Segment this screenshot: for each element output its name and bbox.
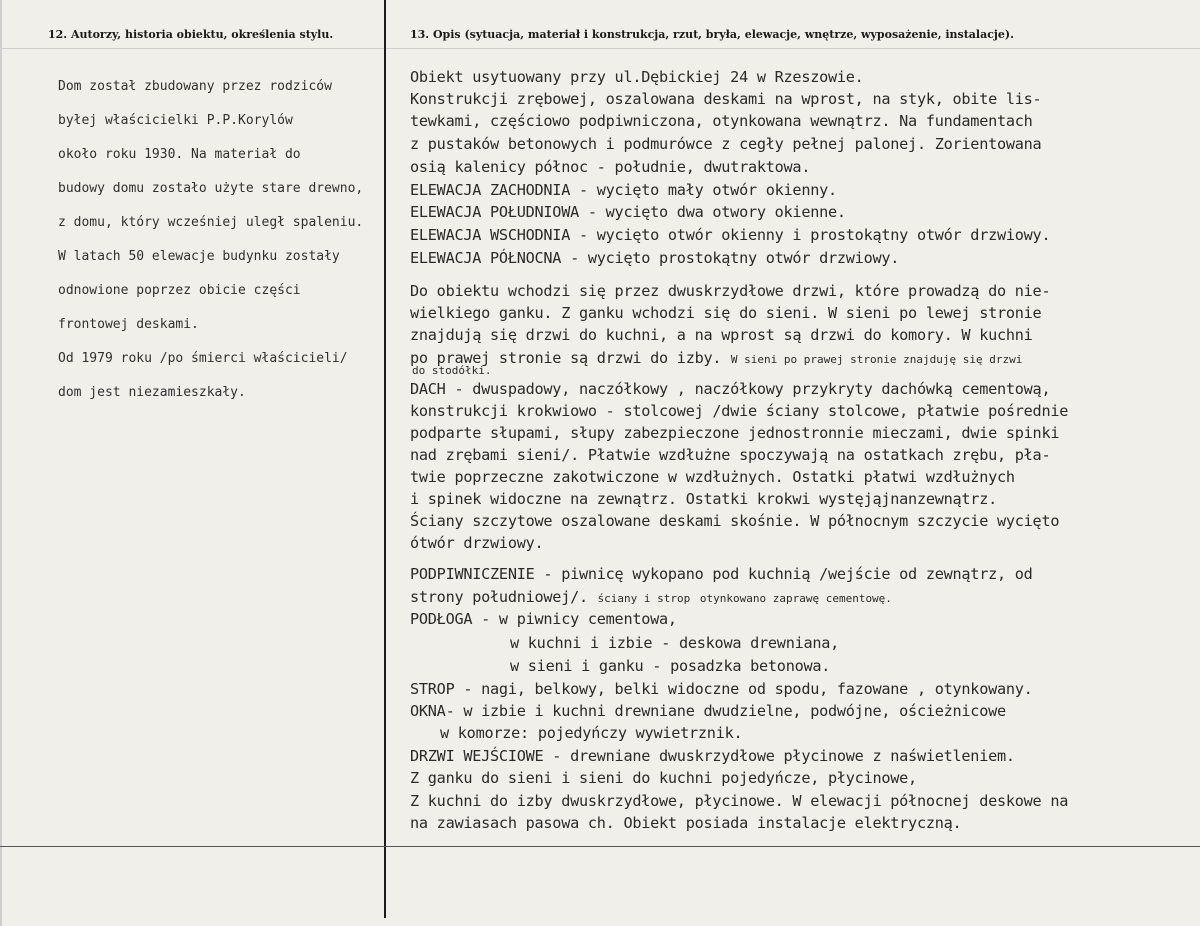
description-line: DACH - dwuspadowy, naczółkowy , naczółkowy przykryty dachówką cementową, [410, 380, 1051, 398]
description-line: z pustaków betonowych i podmurówce z cegły pełnej palonej. Zorientowana [410, 135, 1042, 153]
page-edge [0, 0, 2, 926]
description-line: konstrukcji krokwiowo - stolcowej /dwie ściany stolcowe, płatwie pośrednie [410, 402, 1069, 420]
history-text [58, 70, 378, 410]
description-line: tewkami, częściowo podpiwniczona, otynkowana wewnątrz. Na fundamentach [410, 112, 1033, 130]
description-line: PODPIWNICZENIE - piwnicę wykopano pod kuchnią /wejście od zewnątrz, od [410, 565, 1033, 583]
description-line-group [410, 587, 1190, 610]
description-line: w kuchni i izbie - deskowa drewniana, [510, 634, 840, 652]
handwritten-insert: otynkowano zaprawę cementowę. [699, 592, 892, 605]
description-text [410, 68, 1190, 834]
description-line: twie poprzeczne zakotwiczone w wzdłużnych. Ostatki płatwi wzdłużnych [410, 468, 1015, 486]
history-line: z domu, który wcześniej uległ spaleniu. [58, 215, 364, 230]
history-line: Od 1979 roku /po śmierci właścicieli/ [58, 351, 348, 366]
description-line: PODŁOGA - w piwnicy cementowa, [410, 610, 677, 628]
description-line: po prawej stronie są drzwi do izby. [410, 349, 722, 367]
section-13-heading: 13. Opis (sytuacja, materiał i konstrukcja, rzut, bryła, elewacje, wnętrze, wyposażenie, instalacje). [410, 28, 1014, 41]
description-line: Do obiektu wchodzi się przez dwuskrzydłowe drzwi, które prowadzą do nie- [410, 282, 1051, 300]
description-line: ótwór drzwiowy. [410, 534, 544, 552]
description-line: ELEWACJA PÓŁNOCNA - wycięto prostokątny otwór drzwiowy. [410, 249, 900, 267]
header-rule [0, 48, 1200, 49]
section-12-heading: 12. Autorzy, historia obiektu, określenia stylu. [48, 28, 334, 41]
description-line: wielkiego ganku. Z ganku wchodzi się do sieni. W sieni po lewej stronie [410, 304, 1042, 322]
history-line: odnowione poprzez obicie części [58, 283, 301, 298]
handwritten-insert: ściany i strop [597, 592, 691, 605]
description-line: w komorze: pojedyńczy wywietrznik. [440, 724, 743, 742]
history-line: byłej właścicielki P.P.Korylów [58, 113, 293, 128]
column-divider [384, 0, 386, 918]
history-line: dom jest niezamieszkały. [58, 385, 246, 400]
description-line: STROP - nagi, belkowy, belki widoczne od spodu, fazowane , otynkowany. [410, 680, 1033, 698]
history-line: około roku 1930. Na materiał do [58, 147, 301, 162]
description-line: Z ganku do sieni i sieni do kuchni pojedyńcze, płycinowe, [410, 769, 917, 787]
history-line: W latach 50 elewacje budynku zostały [58, 249, 340, 264]
description-line: Konstrukcji zrębowej, oszalowana deskami na wprost, na styk, obite lis- [410, 90, 1042, 108]
history-line: budowy domu zostało użyte stare drewno, [58, 181, 364, 196]
description-line: osią kalenicy północ - południe, dwutraktowa. [410, 158, 811, 176]
handwritten-insert: W sieni po prawej stronie znajduję się drzwi [730, 353, 1023, 366]
description-line: w sieni i ganku - posadzka betonowa. [510, 657, 831, 675]
description-line: Ściany szczytowe oszalowane deskami skośnie. W północnym szczycie wycięto [410, 512, 1060, 530]
description-line-group [410, 348, 1190, 367]
description-line: nad zrębami sieni/. Płatwie wzdłużne spoczywają na ostatkach zrębu, pła- [410, 446, 1051, 464]
description-line: Z kuchni do izby dwuskrzydłowe, płycinowe. W elewacji północnej deskowe na [410, 792, 1069, 810]
description-line: DRZWI WEJŚCIOWE - drewniane dwuskrzydłowe płycinowe z naświetleniem. [410, 747, 1015, 765]
history-line: frontowej deskami. [58, 317, 199, 332]
description-line: OKNA- w izbie i kuchni drewniane dwudzielne, podwójne, ościeżnicowe [410, 702, 1006, 720]
history-line: Dom został zbudowany przez rodziców [58, 79, 332, 94]
description-line: ELEWACJA ZACHODNIA - wycięto mały otwór okienny. [410, 181, 837, 199]
description-line: ELEWACJA POŁUDNIOWA - wycięto dwa otwory okienne. [410, 203, 846, 221]
description-line: ELEWACJA WSCHODNIA - wycięto otwór okienny i prostokątny otwór drzwiowy. [410, 226, 1051, 244]
description-line: na zawiasach pasowa ch. Obiekt posiada instalacje elektryczną. [410, 814, 962, 832]
description-line: i spinek widoczne na zewnątrz. Ostatki krokwi wystęjąjnanzewnątrz. [410, 490, 997, 508]
description-line: znajdują się drzwi do kuchni, a na wprost są drzwi do komory. W kuchni [410, 326, 1033, 344]
handwritten-insert: do stodółki. [412, 364, 492, 377]
description-line: podparte słupami, słupy zabezpieczone jednostronnie mieczami, dwie spinki [410, 424, 1060, 442]
description-line: strony południowej/. [410, 588, 588, 606]
description-line: Obiekt usytuowany przy ul.Dębickiej 24 w Rzeszowie. [410, 68, 864, 86]
section-rule [0, 846, 1200, 847]
